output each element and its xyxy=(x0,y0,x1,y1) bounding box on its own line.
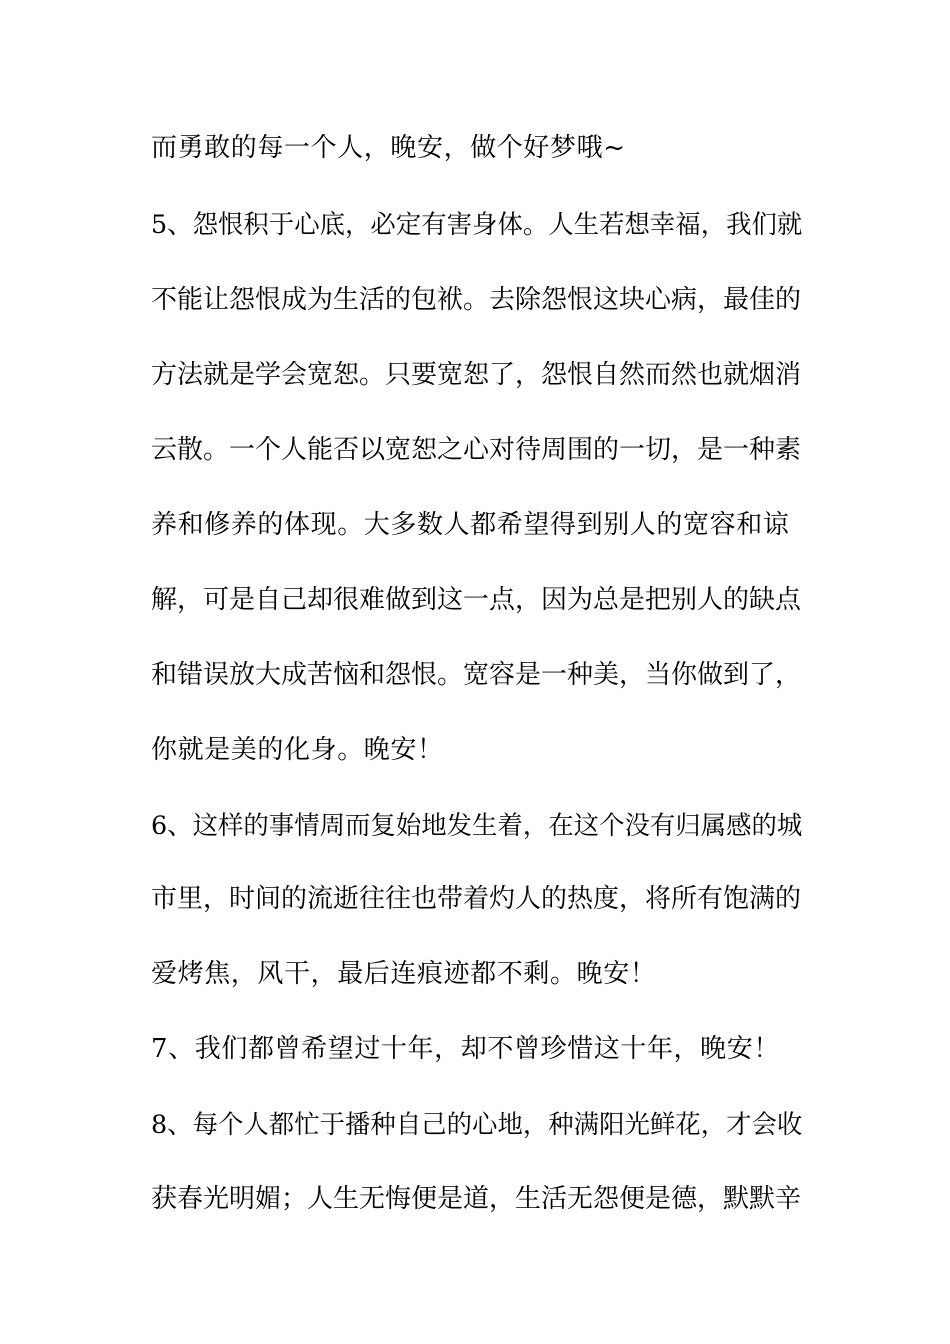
text-line-9: 你就是美的化身。晚安！ xyxy=(151,735,444,765)
text-line-11: 市里，时间的流逝往往也带着灼人的热度，将所有饱满的 xyxy=(151,884,802,914)
text-line-10: 6、这样的事情周而复始地发生着，在这个没有归属感的城 xyxy=(151,810,803,840)
text-line-13: 7、我们都曾希望过十年，却不曾珍惜这十年，晚安！ xyxy=(151,1034,780,1064)
text-line-3: 不能让怨恨成为生活的包袱。去除怨恨这块心病，最佳的 xyxy=(151,285,802,315)
text-line-7: 解，可是自己却很难做到这一点，因为总是把别人的缺点 xyxy=(151,585,802,615)
text-line-5: 云散。一个人能否以宽恕之心对待周围的一切，是一种素 xyxy=(151,435,802,465)
text-line-12: 爱烤焦，风干，最后连痕迹都不剩。晚安！ xyxy=(151,959,657,989)
text-line-1: 而勇敢的每一个人，晚安，做个好梦哦~ xyxy=(151,133,626,163)
text-line-6: 养和修养的体现。大多数人都希望得到别人的宽容和谅 xyxy=(151,510,790,540)
text-line-8: 和错误放大成苦恼和怨恨。宽容是一种美，当你做到了， xyxy=(151,660,802,690)
text-line-14: 8、每个人都忙于播种自己的心地，种满阳光鲜花，才会收 xyxy=(151,1109,803,1139)
text-line-2: 5、怨恨积于心底，必定有害身体。人生若想幸福，我们就 xyxy=(151,209,803,239)
text-line-15: 获春光明媚；人生无悔便是道，生活无怨便是德，默默辛 xyxy=(151,1184,802,1214)
text-line-4: 方法就是学会宽恕。只要宽恕了，怨恨自然而然也就烟消 xyxy=(151,360,802,390)
